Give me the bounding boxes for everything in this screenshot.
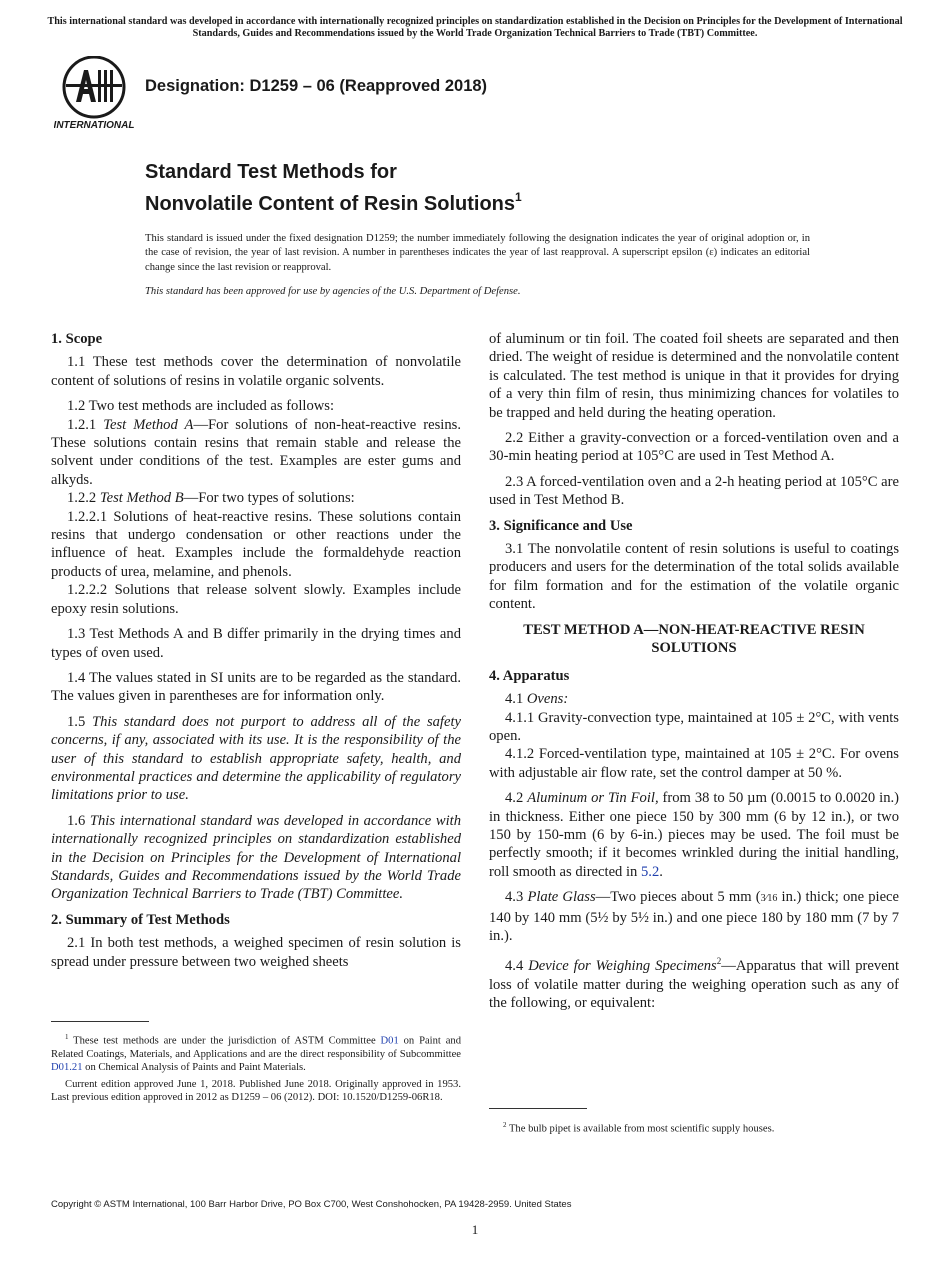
test-method-a-heading: TEST METHOD A—NON-HEAT-REACTIVE RESIN SOLUTIONS — [523, 621, 865, 656]
footnote-1-edition: Current edition approved June 1, 2018. Published June 2018. Originally approved in 1953. Last previous edition approved in 2012 as D1259 – 06 (2012). DOI: 10.1520/D1259-06R18. — [51, 1078, 461, 1104]
para-2-1: 2.1 In both test methods, a weighed specimen of resin solution is spread under pressure between two weighed sheets — [51, 935, 461, 970]
para-2-1-continued: of aluminum or tin foil. The coated foil sheets are separated and then dried. The weight of residue is determined and the nonvolatile content is calculated. The test method is unique in that it provides for drying of a very thin film of resin, thus minimizing chances for volatiles to be trapped and held during the heating operation. — [489, 331, 899, 421]
para-1-2-2-2: 1.2.2.2 Solutions that release solvent slowly. Examples include epoxy resin solutions. — [51, 582, 461, 617]
para-2-3: 2.3 A forced-ventilation oven and a 2-h heating period at 105°C are used in Test Method B. — [489, 473, 899, 509]
designation: Designation: D1259 – 06 (Reapproved 2018) — [145, 77, 488, 95]
approval-note: This standard has been approved for use by agencies of the U.S. Department of Defense. — [145, 286, 521, 297]
page-number: 1 — [471, 1222, 479, 1237]
title-line-2 — [145, 185, 522, 217]
para-1-1: 1.1 These test methods cover the determination of nonvolatile content of solutions of resins in volatile organic solvents. — [51, 354, 461, 389]
link-5-2[interactable]: 5.2 — [641, 863, 660, 880]
issue-note: This standard is issued under the fixed designation D1259; the number immediately following the designation indicates the year of original adoption or, in the case of revision, the year of last revision. A number in parentheses indicates the year of last reapproval. A superscript epsilon (ε) indicates an editorial change since the last revision or reapproval. — [145, 233, 810, 273]
para-4-2: 4.2 Aluminum or Tin Foil, from 38 to 50 µm (0.0015 to 0.0020 in.) in thickness. Either one piece 150 by 300 mm (6 by 12 in.), or two 150 by 150-mm (6 by 6-in.) pieces may be used. The foil must be perfectly smooth; if it becomes wrinkled during the initial handling, roll smooth as directed in 5.2. — [489, 790, 900, 880]
para-4-3: 4.3 Plate Glass—Two pieces about 5 mm (3⁄16 in.) thick; one piece 140 by 140 mm (5½ by 5½ in.) and one piece 180 by 180 mm (7 by 7 in.). — [489, 889, 900, 944]
para-4-1-2: 4.1.2 Forced-ventilation type, maintained at 105 ± 2°C. For ovens with adjustable air flow rate, set the control damper at 50 %. — [489, 746, 899, 781]
footnote-rule-left — [51, 1021, 149, 1022]
para-1-6: 1.6 This international standard was developed in accordance with internationally recognized principles on standardization established in the Decision on Principles for the Development of International Standards, Guides and Recommendations issued by the World Trade Organization Technical Barriers to Trade (TBT) Committee. — [51, 812, 462, 903]
para-1-2-1: 1.2.1 Test Method A—For solutions of non-heat-reactive resins. These solutions contain resins that remain stable and release the solvent under conditions of the test. Examples are ester gums and alkyds. — [51, 416, 461, 488]
document-title — [145, 160, 522, 217]
section-2-heading: 2. Summary of Test Methods — [51, 911, 230, 928]
left-column — [51, 330, 461, 978]
para-3-1: 3.1 The nonvolatile content of resin solutions is useful to coatings producers and users for the determination of the total solids available for film formation and for the estimation of the volatile organic content. — [489, 541, 899, 613]
para-4-1: 4.1 Ovens: — [505, 691, 569, 708]
footnote-2-ref[interactable]: 2 — [716, 956, 722, 967]
para-1-5: 1.5 This standard does not purport to address all of the safety concerns, if any, associated with its use. It is the responsibility of the user of this standard to establish appropriate safety, health, and environmental practices and determine the applicability of regulatory limitations prior to use. — [51, 713, 461, 804]
para-1-2: 1.2 Two test methods are included as follows: — [67, 398, 335, 415]
para-1-2-2-1: 1.2.2.1 Solutions of heat-reactive resins. These solutions contain resins that undergo condensation or other reactions under the influence of heat. Examples include the formaldehyde reaction products of urea, melamine, and phenols. — [51, 508, 461, 580]
link-d01-21[interactable]: D01.21 — [51, 1062, 83, 1074]
section-1-heading: 1. Scope — [51, 331, 103, 347]
footnote-1: $^1$ These test methods are under the jurisdiction of ASTM Committee D01 on Paint and Related Coatings, Materials, and Applications and are the direct responsibility of Subcommittee D01.21 on Chemical Analysis of Paints and Paint Materials. — [51, 1033, 461, 1074]
para-1-4: 1.4 The values stated in SI units are to be regarded as the standard. The values given in parentheses are for information only. — [51, 669, 461, 705]
section-4-heading: 4. Apparatus — [489, 667, 570, 684]
right-column — [489, 330, 899, 1019]
footnote-2: $^2$ The bulb pipet is available from most scientific supply houses. — [503, 1121, 775, 1135]
link-d01[interactable]: D01 — [380, 1035, 399, 1047]
top-notice: This international standard was developed in accordance with internationally recognized principles on standardization established in the Decision on Principles for the Development of International Standards, Guides and Recommendations issued by the World Trade Organization Technical Barriers to Trade (TBT) Committee. — [47, 16, 903, 39]
logo-wordmark: INTERNATIONAL — [54, 120, 134, 131]
astm-logo-icon — [54, 56, 134, 132]
copyright-line: Copyright © ASTM International, 100 Barr Harbor Drive, PO Box C700, West Conshohocken, PA 19428-2959. United States — [51, 1199, 572, 1210]
footnote-rule-right — [489, 1108, 587, 1109]
para-4-4: 4.4 Device for Weighing Specimens$^2$—Apparatus that will prevent loss of volatile matter during the weighing operation such as any of the following, or equivalent: — [489, 956, 899, 1012]
para-1-3: 1.3 Test Methods A and B differ primarily in the drying times and types of oven used. — [51, 626, 461, 661]
para-4-1-1: 4.1.1 Gravity-convection type, maintained at 105 ± 2°C, with vents open. — [489, 709, 899, 744]
title-line-1: Standard Test Methods for — [145, 161, 397, 183]
footnotes-right — [489, 1119, 899, 1139]
footnotes-left — [51, 1031, 461, 1108]
title-footnote-ref[interactable]: 1 — [515, 190, 522, 204]
section-3-heading: 3. Significance and Use — [489, 517, 633, 534]
para-1-2-2: 1.2.2 Test Method B—For two types of solutions: — [67, 490, 355, 507]
para-2-2: 2.2 Either a gravity-convection or a forced-ventilation oven and a 30-min heating period at 105°C are used in Test Method A. — [489, 430, 899, 465]
title-line-2-text: Nonvolatile Content of Resin Solutions — [145, 193, 515, 215]
